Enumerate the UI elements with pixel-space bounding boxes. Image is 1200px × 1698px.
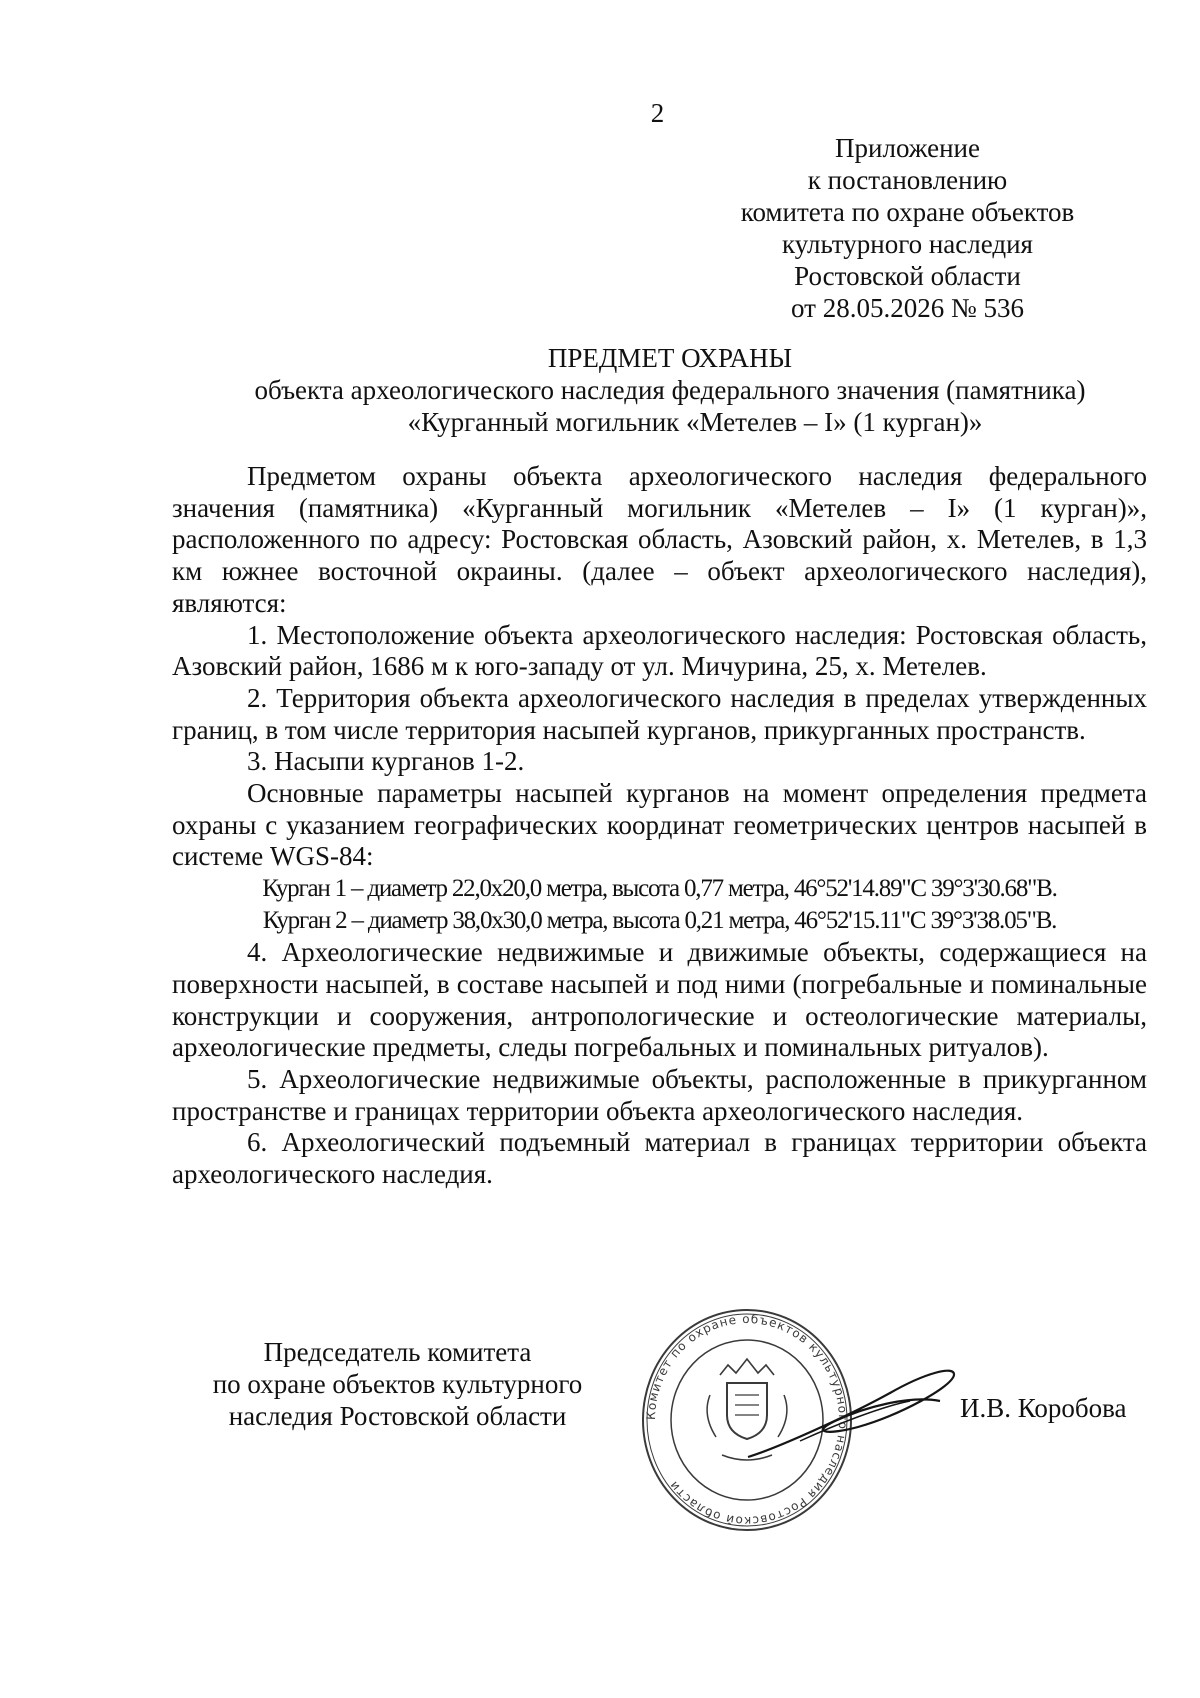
document-title (170, 342, 1170, 438)
signer-name: И.В. Коробова (960, 1393, 1127, 1423)
kurgan-1-params: Курган 1 – диаметр 22,0x20,0 метра, высота 0,77 метра, 46°52'14.89"С 39°3'30.68"В. (262, 875, 1057, 903)
title-object-name: «Курганный могильник «Метелев – I» (1 курган)» (407, 407, 983, 437)
params-intro: Основные параметры насыпей курганов на момент определения предмета охраны с указанием географических координат геометрических центров насыпей в системе WGS-84: (172, 778, 1147, 872)
handwritten-signature (740, 1355, 965, 1475)
item-territory: 2. Территория объекта археологического наследия в пределах утвержденных границ, в том числе территория насыпей курганов, прикурганных пространств. (172, 682, 1147, 745)
signer-title (170, 1336, 625, 1432)
appendix-line: от 28.05.2026 № 536 (791, 293, 1024, 323)
signer-title-line: наследия Ростовской области (228, 1401, 567, 1431)
appendix-line: Ростовской области (794, 261, 1021, 291)
item-archaeological-objects: 4. Археологические недвижимые и движимые объекты, содержащиеся на поверхности насыпей, в составе насыпей и под ними (погребальные и поминальные конструкции и сооружения, антропологические и остеологические материалы, археологические предметы, следы погребальных и поминальных ритуалов). (172, 937, 1147, 1063)
seal-text: Комитет по охране объектов культурного наследия Ростовской области (643, 1311, 851, 1529)
page-number: 2 (650, 98, 665, 128)
appendix-line: к постановлению (807, 165, 1008, 195)
title-main: ПРЕДМЕТ ОХРАНЫ (547, 343, 793, 373)
kurgan-2-params: Курган 2 – диаметр 38,0x30,0 метра, высота 0,21 метра, 46°52'15.11"С 39°3'38.05"В. (262, 907, 1057, 935)
item-mounds: 3. Насыпи курганов 1-2. (247, 746, 525, 777)
intro-paragraph: Предметом охраны объекта археологического наследия федерального значения (памятника) «Курганный могильник «Метелев – I» (1 курган)», расположенного по адресу: Ростовская область, Азовский район, х. Метелев, в 1,3 км южнее восточной окраины. (далее – объект археологического наследия), являются: (172, 461, 1147, 618)
appendix-block (735, 132, 1080, 324)
appendix-line: Приложение (835, 133, 980, 163)
signer-title-line: Председатель комитета (263, 1337, 532, 1367)
item-surface-material: 6. Археологический подъемный материал в границах территории объекта археологического наследия. (172, 1127, 1147, 1190)
document-body (172, 461, 1147, 1191)
item-location: 1. Местоположение объекта археологического наследия: Ростовская область, Азовский район, 1686 м к юго-западу от ул. Мичурина, 25, х. Метелев. (172, 619, 1147, 682)
title-subtitle: объекта археологического наследия федерального значения (памятника) (254, 375, 1086, 405)
appendix-line: культурного наследия (782, 229, 1033, 259)
item-immovable-objects: 5. Археологические недвижимые объекты, расположенные в прикурганном пространстве и границах территории объекта археологического наследия. (172, 1063, 1147, 1126)
signer-title-line: по охране объектов культурного (212, 1369, 583, 1399)
appendix-line: комитета по охране объектов (740, 197, 1075, 227)
